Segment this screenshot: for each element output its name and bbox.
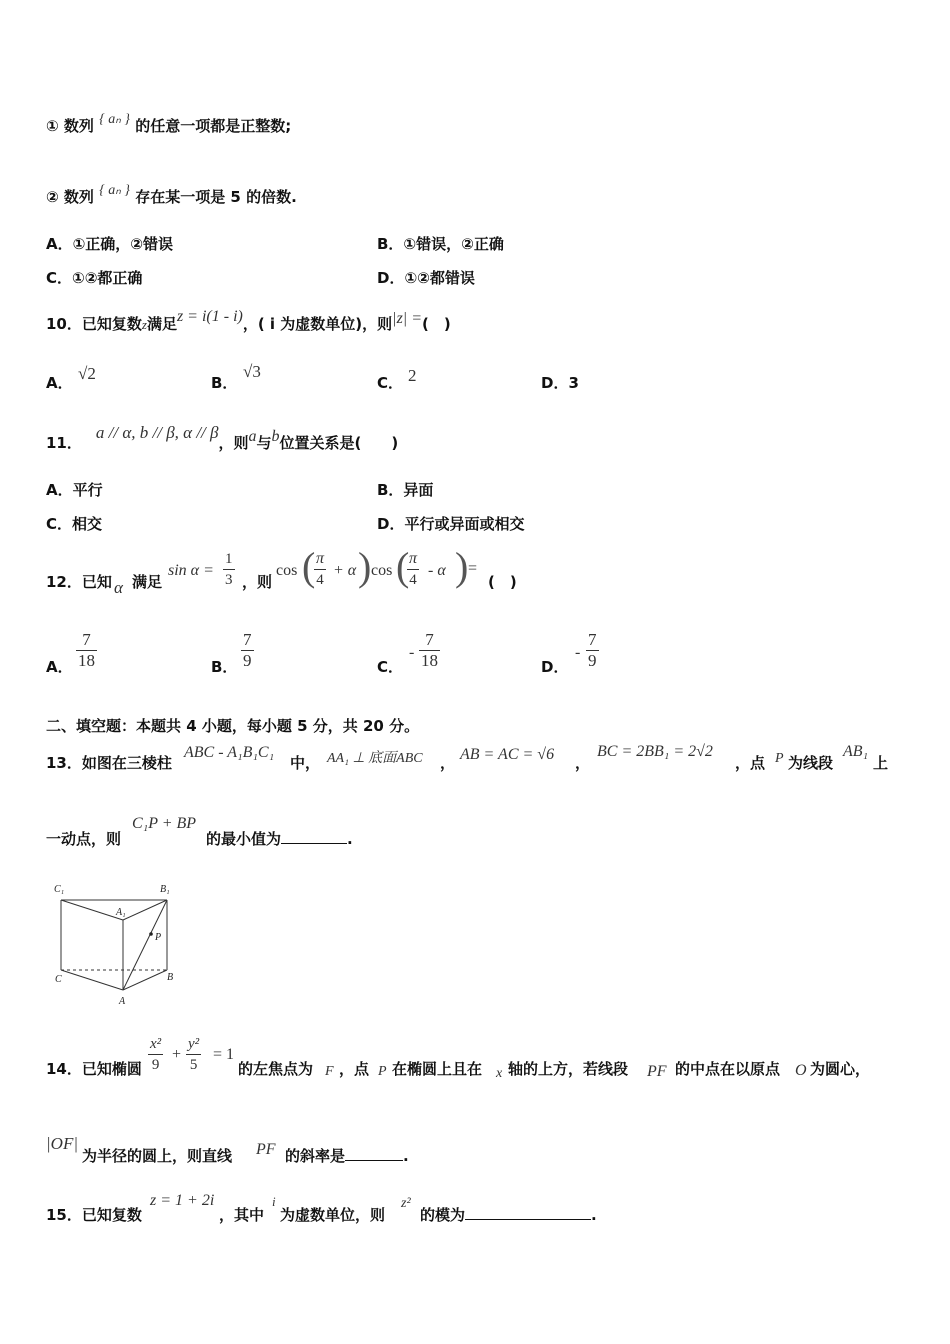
- q14-five: 5: [189, 1057, 198, 1073]
- q9-s1-text: 的任意一项都是正整数;: [135, 117, 292, 135]
- q9-option-a: A．①正确，②错误: [46, 235, 174, 253]
- q13-ab1: AB₁: [843, 743, 869, 760]
- q13-line2-text: [206, 828, 353, 849]
- q14-x-fraction: [148, 1034, 163, 1075]
- q13-comma-1: ，: [440, 754, 456, 772]
- q13-line2-prefix: 一动点，则: [46, 830, 122, 848]
- q12-a-num: 7: [76, 630, 97, 651]
- q12-option-d-minus: -: [575, 644, 581, 661]
- q12-cos-2: cos: [371, 562, 393, 579]
- q14-period: .: [403, 1147, 409, 1165]
- q12-option-a-value: [76, 630, 97, 671]
- q12-option-d-value: [586, 630, 599, 671]
- point-p: [149, 932, 153, 936]
- q11-option-d: D．平行或异面或相交: [377, 515, 525, 533]
- q11-option-c: C．相交: [46, 515, 103, 533]
- q12-a-den: 18: [78, 651, 95, 670]
- q14-text-5: 的中点在以原点: [675, 1060, 781, 1078]
- q12-pi4-fraction-1: [314, 549, 326, 590]
- q12-sin-den: 3: [225, 572, 233, 588]
- q12-lparen-1: (: [302, 544, 316, 589]
- q12-pi-2: π: [407, 549, 419, 570]
- q14-answer-blank[interactable]: [345, 1146, 403, 1161]
- q9-option-b: B．①错误，②正确: [377, 235, 504, 253]
- q11-option-a: A．平行: [46, 481, 103, 499]
- q12-sin: sin α =: [168, 562, 214, 579]
- q9-s1-sequence: { aₙ }: [99, 112, 130, 127]
- q12-equals: =: [468, 560, 478, 577]
- q13-point: ，点: [735, 754, 766, 772]
- q11-a: a: [248, 428, 257, 445]
- q13-prism: ABC - A₁B₁C₁: [184, 744, 275, 761]
- edge-a1b1: [123, 900, 167, 920]
- q12-plus-alpha: + α: [333, 562, 357, 579]
- segment-ab1: [123, 900, 167, 990]
- q12-alpha: α: [114, 578, 123, 597]
- q14-x: x: [496, 1066, 503, 1081]
- q12-lparen-2: (: [396, 544, 410, 589]
- q12-c-den: 18: [421, 651, 438, 670]
- q9-option-d: D．①②都错误: [377, 269, 475, 287]
- q13-period: .: [347, 830, 353, 848]
- q14-text-3: 在椭圆上且在: [392, 1060, 483, 1078]
- q13-prism-figure: [50, 878, 185, 1010]
- q15-text-2: 为虚数单位，则: [280, 1206, 386, 1224]
- q9-s2-text: 存在某一项是 5 的倍数.: [135, 188, 297, 206]
- label-a1: A₁: [116, 907, 126, 918]
- q13-equation-2: BC = 2BB₁ = 2√2: [597, 743, 713, 760]
- q15-i: i: [272, 1194, 276, 1209]
- q13-p: P: [775, 751, 784, 766]
- q10-z: z: [141, 317, 147, 332]
- q10-option-a-label: A．: [46, 374, 73, 392]
- q10-option-d: D．3: [541, 374, 579, 392]
- q12-b-num: 7: [243, 630, 252, 649]
- q10-number: 10．已知复数: [46, 315, 142, 333]
- q14-of: |OF|: [46, 1134, 79, 1153]
- q12-pi4-fraction-2: [407, 549, 419, 590]
- q12-option-a-label: A．: [46, 658, 73, 676]
- q14-f: F: [325, 1064, 334, 1079]
- q10-equation: z = i(1 - i): [176, 308, 243, 325]
- q12-rparen-2: ): [455, 544, 469, 589]
- q9-s2-prefix: ② 数列: [46, 188, 94, 206]
- q11-question: 位置关系是( ): [279, 434, 399, 452]
- q15-text-1: ，其中: [219, 1206, 265, 1224]
- q10-option-b-value: √3: [243, 362, 261, 381]
- q14-o: O: [795, 1062, 807, 1079]
- label-b: B: [167, 972, 174, 983]
- q14-plus: +: [172, 1046, 182, 1063]
- q15-answer-blank[interactable]: [465, 1205, 591, 1220]
- q10-option-c-label: C．: [377, 374, 404, 392]
- q15-end: [420, 1204, 597, 1225]
- q14-slope-text: 的斜率是: [285, 1147, 346, 1165]
- q14-text-4: 轴的上方，若线段: [508, 1060, 629, 1078]
- q14-y-fraction: [186, 1034, 201, 1075]
- q9-s2-sequence: { aₙ }: [99, 183, 130, 198]
- q12-d-den: 9: [588, 651, 597, 670]
- q11-option-b: B．异面: [377, 481, 434, 499]
- q10-option-c-value: 2: [408, 366, 417, 385]
- q14-pf-2: PF: [256, 1141, 276, 1158]
- edge-c1a1: [61, 900, 123, 920]
- q10-mid: 满足: [146, 315, 177, 333]
- q12-satisfies: 满足: [132, 573, 163, 591]
- q13-min-value-text: 的最小值为: [206, 830, 282, 848]
- q13-expression: C₁P + BP: [132, 815, 197, 832]
- q9-s1-prefix: ① 数列: [46, 117, 94, 135]
- edge-ca: [61, 970, 123, 990]
- q14-line2-end: [285, 1145, 409, 1166]
- q12-option-b-value: [241, 630, 254, 671]
- q13-in: 中，: [290, 754, 321, 772]
- q12-four-2: 4: [409, 572, 417, 588]
- q12-option-c-minus: -: [409, 644, 415, 661]
- label-c: C: [55, 974, 62, 985]
- q12-sin-fraction: [223, 549, 235, 590]
- q14-y2: y²: [186, 1034, 201, 1055]
- q10-option-b-label: B．: [211, 374, 238, 392]
- q10-modulus: |z| =: [392, 310, 422, 327]
- q10-note: ，( i 为虚数单位)，则: [242, 315, 393, 333]
- q14-p: P: [378, 1064, 387, 1079]
- q14-x2: x²: [148, 1034, 163, 1055]
- q12-minus-alpha: - α: [428, 562, 446, 579]
- q12-c-num: 7: [419, 630, 440, 651]
- q12-b-den: 9: [243, 651, 252, 670]
- q12-option-c-value: [419, 630, 440, 671]
- q11-then: ，则: [218, 434, 249, 452]
- q13-segment: 为线段: [788, 754, 834, 772]
- q12-paren: ( ): [488, 573, 517, 591]
- label-c1: C₁: [54, 884, 65, 895]
- q14-pf: PF: [647, 1063, 667, 1080]
- q9-option-c: C．①②都正确: [46, 269, 143, 287]
- q10-option-a-value: √2: [78, 364, 96, 383]
- q14-text-6: 为圆心，: [810, 1060, 871, 1078]
- q9-statement-2: [46, 183, 297, 207]
- q15-z2: z²: [401, 1196, 411, 1211]
- label-a: A: [119, 996, 126, 1007]
- q12-number: 12．已知: [46, 573, 112, 591]
- q11-and: 与: [256, 434, 272, 452]
- q10-stem: [46, 308, 451, 334]
- q11-stem: [46, 423, 399, 453]
- q13-answer-blank[interactable]: [281, 829, 347, 844]
- q15-equation: z = 1 + 2i: [150, 1192, 215, 1209]
- q12-four-1: 4: [316, 572, 324, 588]
- figure-labels: [54, 884, 173, 1007]
- prism-edges: [61, 900, 167, 990]
- section2-header: 二、填空题：本题共 4 小题，每小题 5 分，共 20 分。: [46, 717, 420, 735]
- q11-b: b: [271, 428, 280, 445]
- q12-pi-1: π: [314, 549, 326, 570]
- q14-text-2: ，点: [339, 1060, 370, 1078]
- q12-option-d-label: D．: [541, 658, 569, 676]
- q12-cos-1: cos: [276, 562, 298, 579]
- q15-modulus-text: 的模为: [420, 1206, 466, 1224]
- q14-text-7: 为半径的圆上，则直线: [82, 1147, 233, 1165]
- label-b1: B₁: [160, 884, 170, 895]
- q12-rparen-1: ): [358, 544, 372, 589]
- q13-on: 上: [873, 754, 889, 772]
- edge-ab: [123, 970, 167, 990]
- q12-option-b-label: B．: [211, 658, 238, 676]
- q12-d-num: 7: [588, 630, 597, 649]
- q14-number: 14．已知椭圆: [46, 1060, 142, 1078]
- q15-period: .: [591, 1206, 597, 1224]
- q12-sin-num: 1: [223, 549, 235, 570]
- q9-statement-1: [46, 112, 292, 136]
- q10-paren: ( ): [422, 315, 451, 333]
- q14-nine: 9: [151, 1057, 160, 1073]
- q12-option-c-label: C．: [377, 658, 404, 676]
- q14-equals-one: = 1: [213, 1046, 235, 1063]
- q13-comma-2: ，: [575, 754, 591, 772]
- q12-then: ，则: [242, 573, 273, 591]
- q11-condition: a // α, b // β, α // β: [95, 423, 219, 442]
- q13-perpendicular: AA₁ ⊥ 底面ABC: [327, 751, 423, 766]
- label-p: P: [155, 932, 162, 943]
- q13-number: 13．如图在三棱柱: [46, 754, 172, 772]
- q13-equation-1: AB = AC = √6: [460, 746, 555, 763]
- q14-text-1: 的左焦点为: [238, 1060, 314, 1078]
- q11-number: 11．: [46, 434, 82, 452]
- q15-number: 15．已知复数: [46, 1206, 142, 1224]
